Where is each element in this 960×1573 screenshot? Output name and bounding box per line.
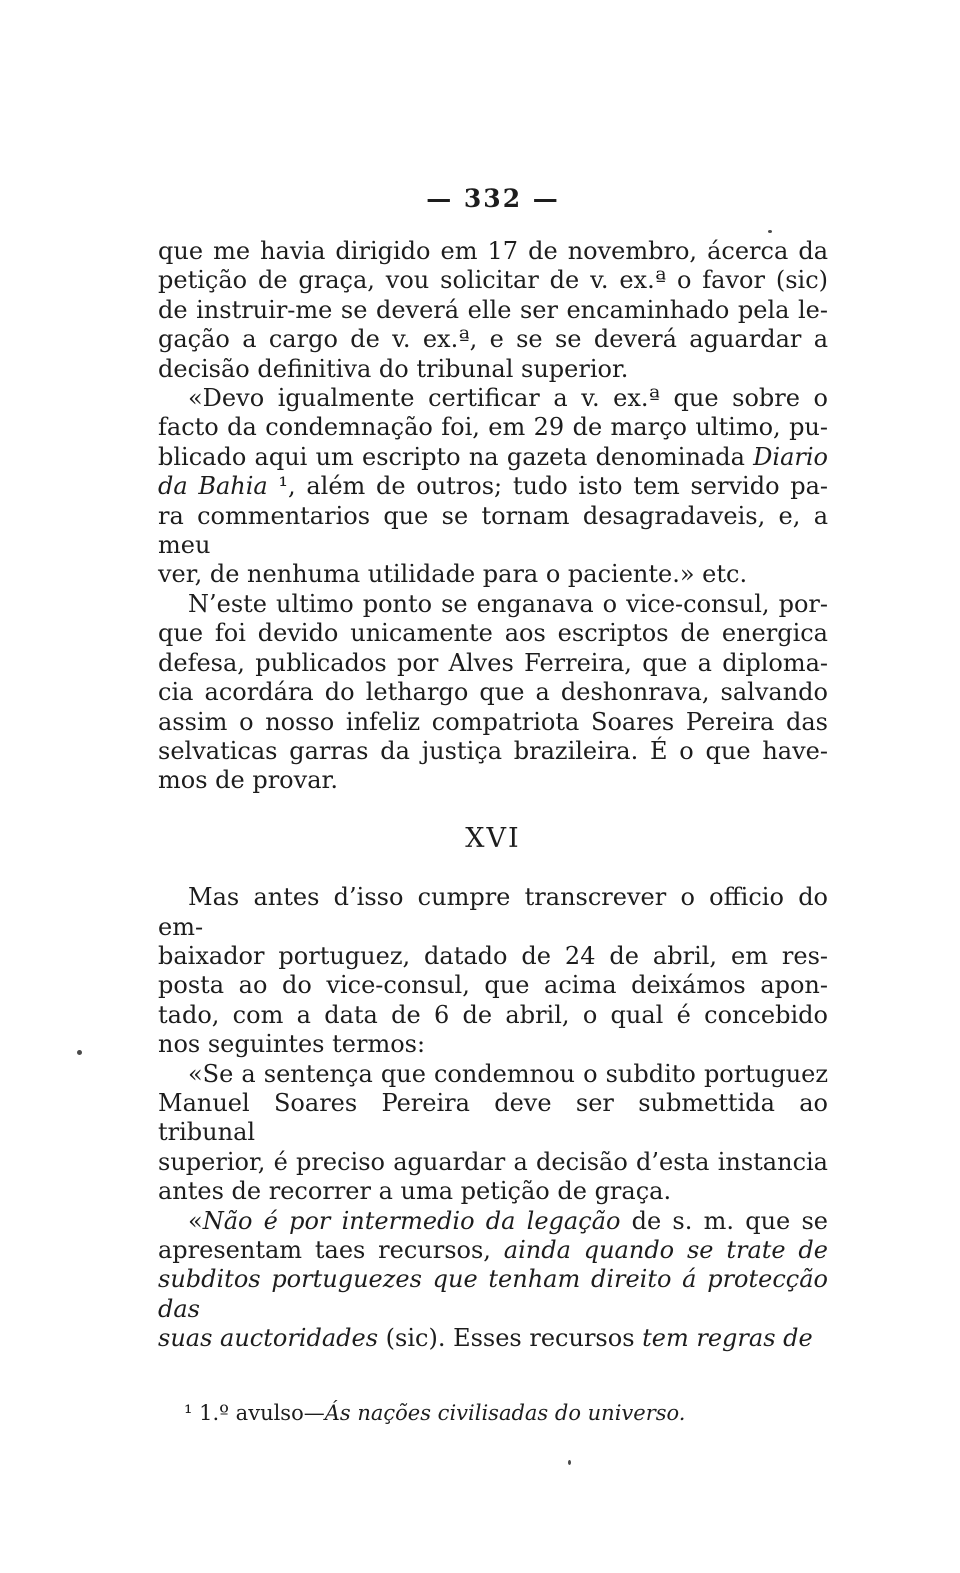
text-line: superior, é preciso aguardar a decisão d’esta instancia [158,1147,828,1176]
text-line: blicado aqui um escripto na gazeta denominada Diario [158,442,828,471]
paragraph [158,384,828,590]
text-line: Mas antes d’isso cumpre transcrever o officio do em- [158,883,828,941]
text-line: que me havia dirigido em 17 de novembro, ácerca da [158,237,828,265]
paragraph [158,883,828,1059]
text-line: subditos portuguezes que tenham direito á protecção das [158,1265,828,1323]
text-line: ra commentarios que se tornam desagradaveis, e, a meu [158,501,828,560]
text-line: suas auctoridades (sic). Esses recursos tem regras de [158,1324,813,1353]
text-line: apresentam taes recursos, ainda quando se trate de [158,1236,828,1264]
text-line: facto da condemnação foi, em 29 de março ultimo, pu- [158,413,828,442]
paragraph [158,1060,828,1207]
text-line: de instruir-me se deverá elle ser encaminhado pela le- [158,295,828,324]
text-line: «Devo igualmente certificar a v. ex.ª que sobre o [188,384,828,413]
paragraph [158,1207,828,1354]
text-line: da Bahia ¹, além de outros; tudo isto tem servido pa- [158,472,828,501]
text-line: ver, de nenhuma utilidade para o paciente.» etc. [158,560,748,589]
text-line: «Se a sentença que condemnou o subdito portuguez [188,1059,828,1088]
text-line: selvaticas garras da justiça brazileira. É o que have- [158,736,828,765]
ink-speck [77,1050,82,1055]
text-line: N’este ultimo ponto se enganava o vice-consul, por- [188,589,828,618]
ink-speck [568,1460,571,1465]
page-number: — 332 — [426,184,560,213]
text-line: Manuel Soares Pereira deve ser submettida ao tribunal [158,1088,828,1147]
text-line: decisão definitiva do tribunal superior. [158,354,629,383]
text-line: petição de graça, vou solicitar de v. ex.ª o favor (sic) [158,266,828,295]
text-line: mos de provar. [158,766,338,795]
text-line: tado, com a data de 6 de abril, o qual é concebido [158,1000,828,1029]
text-line: nos seguintes termos: [158,1030,426,1059]
text-block [158,237,828,1426]
text-line: baixador portuguez, datado de 24 de abril, em res- [158,941,828,970]
text-line: que foi devido unicamente aos escriptos de energica [158,619,828,648]
text-line: antes de recorrer a uma petição de graça. [158,1177,672,1206]
text-line: assim o nosso infeliz compatriota Soares Pereira das [158,707,828,736]
footnote [158,1400,828,1426]
section-heading: XVI [465,822,521,854]
paragraph [158,237,828,384]
text-line: posta ao do vice-consul, que acima deixámos apon- [158,971,828,1000]
text-line: «Não é por intermedio da legação de s. m. que se [188,1206,828,1235]
text-line: gação a cargo de v. ex.ª, e se se deverá aguardar a [158,325,828,354]
ink-speck [768,230,772,233]
paragraph [158,590,828,796]
text-line: ¹ 1.º avulso—Ás nações civilisadas do universo. [184,1400,686,1425]
text-line: defesa, publicados por Alves Ferreira, que a diploma- [158,648,828,677]
text-line: cia acordára do lethargo que a deshonrava, salvando [158,678,828,707]
